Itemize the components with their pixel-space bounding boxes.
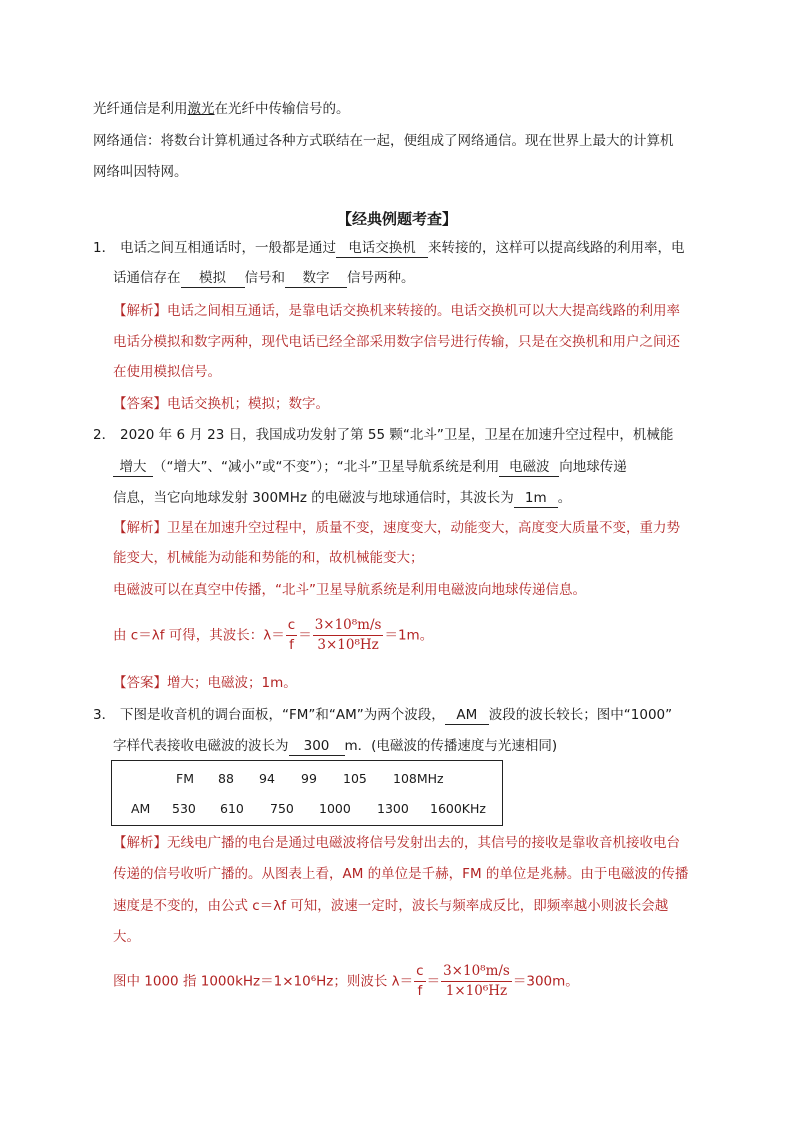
q3-formula-eq: ＝ <box>426 973 441 990</box>
panel-am-value: 530 <box>172 801 196 816</box>
q2-formula-text: 由 c＝λf 可得，其波长：λ＝ <box>113 627 285 644</box>
q2-text: 。 <box>557 490 572 506</box>
q3-text: 下图是收音机的调台面板，“FM”和“AM”为两个波段， <box>120 707 445 723</box>
q1-text: 话通信存在 <box>113 270 181 286</box>
q2-analysis-text: 卫星在加速升空过程中，质量不变，速度变大，动能变大，高度变大质量不变，重力势 <box>167 520 680 536</box>
q3-formula-text: 图中 1000 指 1000kHz＝1×10⁶Hz；则波长 λ＝ <box>113 973 414 990</box>
q3-blank-1: AM <box>445 707 489 725</box>
panel-am-label: AM <box>131 801 151 816</box>
q3-blank-2: 300 <box>289 738 345 756</box>
q2-frac2-numerator: 3×10⁸m/s <box>313 616 384 636</box>
q3-number: 3． <box>93 707 116 723</box>
q2-text: 2020 年 6 月 23 日，我国成功发射了第 55 颗“北斗”卫星，卫星在加速升空过程中，机械能 <box>120 427 674 443</box>
q3-analysis-2: 传递的信号收听广播的。从图表上看，AM 的单位是千赫，FM 的单位是兆赫。由于电磁波的传播 <box>113 866 689 882</box>
q3-frac2-numerator: 3×10⁸m/s <box>441 962 512 982</box>
q2-analysis-3: 电磁波可以在真空中传播，“北斗”卫星导航系统是利用电磁波向地球传递信息。 <box>113 582 586 598</box>
q3-fraction-2 <box>441 962 512 1001</box>
q2-line-2 <box>113 457 627 477</box>
q1-analysis-2: 电话分模拟和数字两种，现代电话已经全部采用数字信号进行传输，只是在交换机和用户之间还 <box>113 334 680 350</box>
q2-line-3 <box>113 488 571 508</box>
q3-analysis-4: 大。 <box>113 929 140 945</box>
panel-am-value: 610 <box>220 801 244 816</box>
q3-analysis-text: 无线电广播的电台是通过电磁波将信号发射出去的，其信号的接收是靠收音机接收电台 <box>167 835 680 851</box>
q2-blank-2: 电磁波 <box>499 459 559 477</box>
intro-line-3: 网络叫因特网。 <box>93 164 188 180</box>
panel-fm-value: 88 <box>218 771 234 786</box>
q2-analysis-tag: 【解析】 <box>113 520 167 536</box>
q2-answer-tag: 【答案】 <box>113 675 167 691</box>
q2-fraction-2 <box>313 616 384 655</box>
q1-analysis-text: 电话之间相互通话，是靠电话交换机来转接的。电话交换机可以大大提高线路的利用率 <box>167 303 680 319</box>
panel-am-value: 1600KHz <box>430 801 486 816</box>
q2-analysis-1 <box>113 518 680 538</box>
intro-text: 光纤通信是利用 <box>93 101 188 117</box>
q2-frac1-denominator: f <box>289 637 294 653</box>
q3-text: 字样代表接收电磁波的波长为 <box>113 738 289 754</box>
intro-line-2: 网络通信：将数台计算机通过各种方式联结在一起，便组成了网络通信。现在世界上最大的计算机 <box>93 133 674 149</box>
section-title: 【经典例题考查】 <box>336 210 457 228</box>
q3-formula <box>113 962 579 1002</box>
intro-text: 在光纤中传输信号的。 <box>214 101 350 117</box>
panel-fm-value: 105 <box>343 771 367 786</box>
q1-text: 信号和 <box>244 270 285 286</box>
q3-formula-result: ＝300m。 <box>512 973 579 990</box>
radio-tuning-panel <box>111 760 503 826</box>
q2-text: 信息，当它向地球发射 300MHz 的电磁波与地球通信时，其波长为 <box>113 490 514 506</box>
intro-laser-term: 激光 <box>187 101 215 117</box>
q2-frac1-numerator: c <box>286 616 297 636</box>
q2-answer-text: 增大；电磁波；1m。 <box>167 675 297 691</box>
q1-line-1 <box>93 238 685 258</box>
q1-text: 来转接的，这样可以提高线路的利用率，电 <box>428 240 685 256</box>
q3-fraction-1 <box>414 962 425 1001</box>
q1-analysis-1 <box>113 301 680 321</box>
panel-fm-label: FM <box>176 771 194 786</box>
q1-answer <box>113 394 329 414</box>
panel-am-value: 750 <box>270 801 294 816</box>
q2-number: 2． <box>93 427 116 443</box>
q2-fraction-1 <box>286 616 297 655</box>
q1-number: 1． <box>93 240 116 256</box>
q3-line-2 <box>113 736 557 756</box>
q3-analysis-3: 速度是不变的，由公式 c＝λf 可知，波速一定时，波长与频率成反比，即频率越小则波长会越 <box>113 898 669 914</box>
q1-text: 信号两种。 <box>347 270 415 286</box>
panel-fm-value: 94 <box>259 771 275 786</box>
q1-analysis-tag: 【解析】 <box>113 303 167 319</box>
q2-frac2-denominator: 3×10⁸Hz <box>317 637 379 653</box>
q2-blank-1: 增大 <box>113 459 153 477</box>
q3-frac1-numerator: c <box>414 962 425 982</box>
q2-line-1 <box>93 425 673 445</box>
q1-text: 电话之间互相通话时，一般都是通过 <box>120 240 336 256</box>
intro-line-1 <box>93 99 350 119</box>
panel-fm-value: 108MHz <box>393 771 444 786</box>
q2-text: （“增大”、“减小”或“不变”）；“北斗”卫星导航系统是利用 <box>153 459 500 475</box>
panel-am-value: 1000 <box>319 801 351 816</box>
panel-am-value: 1300 <box>377 801 409 816</box>
q2-blank-3: 1m <box>514 490 558 508</box>
q3-text: 波段的波长较长；图中“1000” <box>488 707 673 723</box>
q3-analysis-tag: 【解析】 <box>113 835 167 851</box>
q1-answer-text: 电话交换机；模拟；数字。 <box>167 396 329 412</box>
q2-formula <box>113 616 433 656</box>
q3-frac2-denominator: 1×10⁶Hz <box>445 983 508 999</box>
q3-analysis-1 <box>113 833 680 853</box>
q3-line-1 <box>93 705 672 725</box>
q1-blank-3: 数字 <box>285 270 347 288</box>
q1-answer-tag: 【答案】 <box>113 396 167 412</box>
q2-formula-eq: ＝ <box>298 627 312 644</box>
q1-blank-1: 电话交换机 <box>336 240 428 258</box>
q3-text: m．(电磁波的传播速度与光速相同) <box>344 738 558 754</box>
q1-analysis-3: 在使用模拟信号。 <box>113 364 221 380</box>
q1-blank-2: 模拟 <box>181 270 245 288</box>
q2-text: 向地球传递 <box>559 459 627 475</box>
q2-analysis-2: 能变大，机械能为动能和势能的和，故机械能变大； <box>113 550 424 566</box>
q2-answer <box>113 673 297 693</box>
panel-fm-value: 99 <box>301 771 317 786</box>
q1-line-2 <box>113 268 415 288</box>
q2-formula-result: ＝1m。 <box>384 627 434 644</box>
q3-frac1-denominator: f <box>417 983 423 999</box>
